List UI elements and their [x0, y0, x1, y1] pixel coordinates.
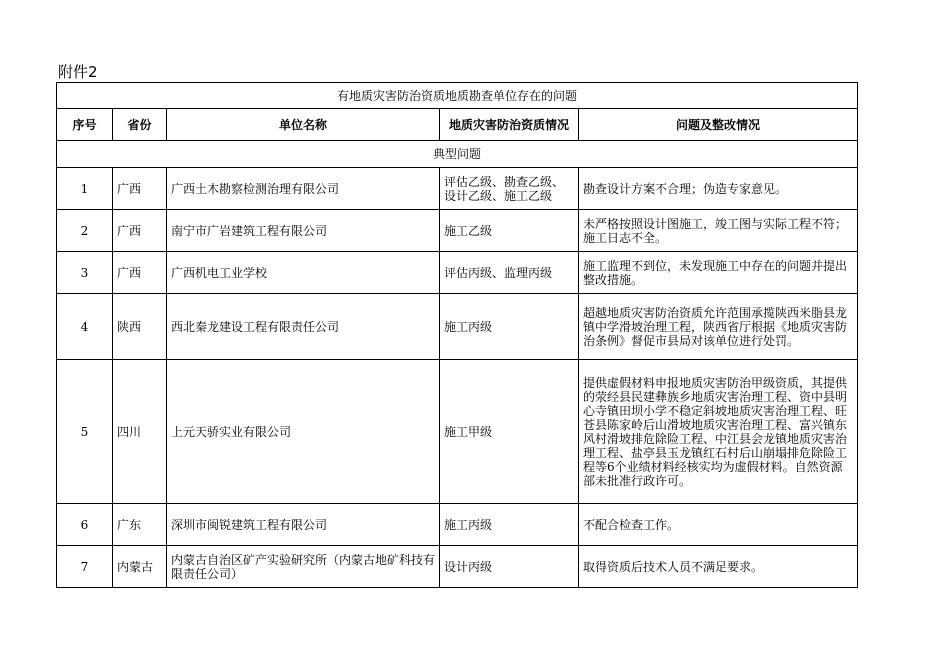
table-row [57, 210, 858, 252]
row-index: 1 [57, 168, 113, 210]
header-issues: 问题及整改情况 [579, 109, 858, 141]
row-province: 广东 [113, 504, 167, 546]
attachment-label: 附件2 [58, 63, 98, 81]
row-province: 陕西 [113, 294, 167, 360]
row-company: 广西土木勘察检测治理有限公司 [167, 168, 440, 210]
table-row [57, 504, 858, 546]
row-qualification: 施工丙级 [440, 294, 579, 360]
row-qualification: 施工乙级 [440, 210, 579, 252]
table-title: 有地质灾害防治资质地质勘查单位存在的问题 [57, 83, 858, 109]
row-company: 南宁市广岩建筑工程有限公司 [167, 210, 440, 252]
row-index: 3 [57, 252, 113, 294]
row-qualification: 施工甲级 [440, 360, 579, 504]
table-row [57, 168, 858, 210]
table-row [57, 546, 858, 588]
row-qualification: 评估丙级、监理丙级 [440, 252, 579, 294]
table-row [57, 294, 858, 360]
row-province: 四川 [113, 360, 167, 504]
row-issues: 未严格按照设计图施工，竣工图与实际工程不符；施工日志不全。 [579, 210, 858, 252]
row-index: 2 [57, 210, 113, 252]
row-company: 内蒙古自治区矿产实验研究所（内蒙古地矿科技有限责任公司） [167, 546, 440, 588]
row-company: 上元天骄实业有限公司 [167, 360, 440, 504]
section-heading: 典型问题 [57, 141, 858, 168]
row-province: 内蒙古 [113, 546, 167, 588]
header-province: 省份 [113, 109, 167, 141]
row-qualification: 设计丙级 [440, 546, 579, 588]
row-issues: 不配合检查工作。 [579, 504, 858, 546]
row-index: 6 [57, 504, 113, 546]
row-index: 4 [57, 294, 113, 360]
header-row [57, 109, 858, 141]
row-index: 5 [57, 360, 113, 504]
header-company: 单位名称 [167, 109, 440, 141]
table-row [57, 360, 858, 504]
row-issues: 施工监理不到位，未发现施工中存在的问题并提出整改措施。 [579, 252, 858, 294]
header-qualification: 地质灾害防治资质情况 [440, 109, 579, 141]
row-company: 广西机电工业学校 [167, 252, 440, 294]
row-qualification: 评估乙级、勘查乙级、设计乙级、施工乙级 [440, 168, 579, 210]
row-index: 7 [57, 546, 113, 588]
row-issues: 勘查设计方案不合理；伪造专家意见。 [579, 168, 858, 210]
problem-table [56, 82, 858, 588]
row-issues: 取得资质后技术人员不满足要求。 [579, 546, 858, 588]
row-qualification: 施工丙级 [440, 504, 579, 546]
row-province: 广西 [113, 210, 167, 252]
row-province: 广西 [113, 168, 167, 210]
row-issues: 超越地质灾害防治资质允许范围承揽陕西米脂县龙镇中学滑坡治理工程，陕西省厅根据《地质灾害防治条例》督促市县局对该单位进行处罚。 [579, 294, 858, 360]
row-province: 广西 [113, 252, 167, 294]
header-index: 序号 [57, 109, 113, 141]
row-company: 深圳市闽锐建筑工程有限公司 [167, 504, 440, 546]
table-row [57, 252, 858, 294]
row-issues: 提供虚假材料申报地质灾害防治甲级资质，其提供的荥经县民建彝族乡地质灾害治理工程、资中县明心寺镇田坝小学不稳定斜坡地质灾害治理工程、旺苍县陈家岭后山滑坡地质灾害治理工程、富兴镇东风村滑坡排危除险工程、中江县会龙镇地质灾害治理工程、盐亭县玉龙镇红石村后山崩塌排危除险工程等6个业绩材料经核实均为虚假材料。自然资源部未批准行政许可。 [579, 360, 858, 504]
row-company: 西北秦龙建设工程有限责任公司 [167, 294, 440, 360]
